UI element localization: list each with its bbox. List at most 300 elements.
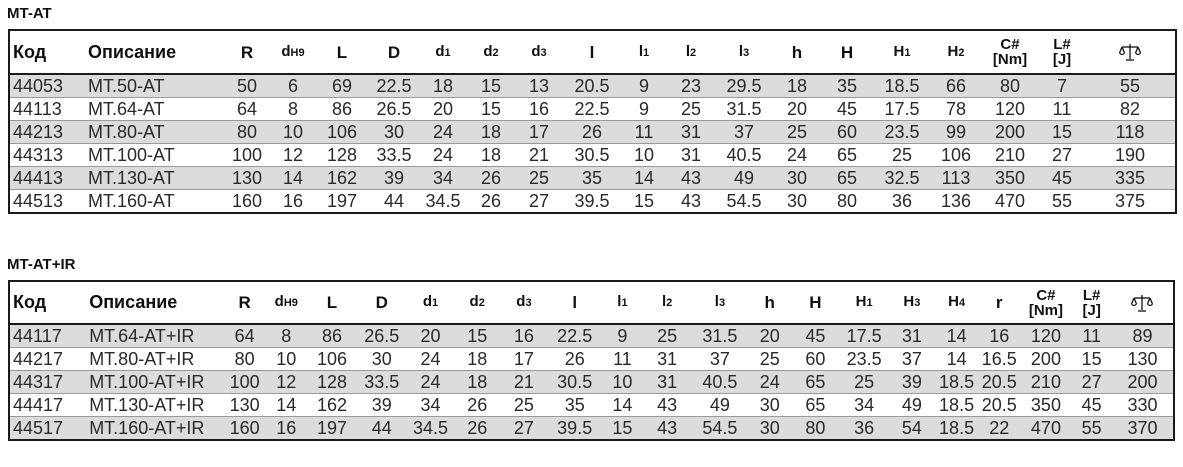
table-cell: 34 <box>407 394 454 417</box>
table-row <box>9 121 1176 144</box>
table-cell: 20 <box>773 98 821 121</box>
header-subscript: H9 <box>290 46 305 59</box>
header-label: H <box>809 293 822 312</box>
header-unit: [Nm] <box>1028 301 1064 319</box>
header-subscript: 3 <box>525 297 532 309</box>
table-cell: 25 <box>773 121 821 144</box>
table-cell: 20 <box>407 324 454 348</box>
table-cell: 200 <box>1112 371 1174 394</box>
header-l2 <box>643 281 692 324</box>
header-r <box>224 281 265 324</box>
table-cell: 160 <box>224 417 265 441</box>
table-cell: 106 <box>308 348 357 371</box>
header-d2 <box>454 281 501 324</box>
header-row <box>9 281 1174 324</box>
table-cell: 10 <box>621 144 667 167</box>
header-код <box>9 281 86 324</box>
header-c-rating <box>981 30 1039 74</box>
table-cell: 17 <box>515 121 563 144</box>
header-l <box>315 30 369 74</box>
table-cell: 60 <box>791 348 840 371</box>
table-cell: 13 <box>515 74 563 98</box>
cell-description: MT.160-AT+IR <box>86 417 224 441</box>
header-l1 <box>602 281 643 324</box>
table-cell: 16 <box>271 190 315 214</box>
header-label: d <box>483 42 493 60</box>
header-label: Код <box>13 292 47 312</box>
table-cell: 14 <box>602 394 643 417</box>
header-d1 <box>419 30 467 74</box>
table-cell: 330 <box>1112 394 1174 417</box>
header-label: D <box>375 293 388 312</box>
header-label: Описание <box>89 292 178 312</box>
table-cell: 12 <box>265 371 308 394</box>
table-cell: 69 <box>315 74 369 98</box>
table-cell: 130 <box>223 167 271 190</box>
table-cell: 39 <box>356 394 407 417</box>
header-l3 <box>692 281 749 324</box>
table-cell: 24 <box>773 144 821 167</box>
header-label: R <box>240 42 254 62</box>
cell-description: MT.130-AT <box>85 167 223 190</box>
table-cell: 31.5 <box>692 324 749 348</box>
header-label: l <box>685 42 691 60</box>
table-cell: 54.5 <box>692 417 749 441</box>
table-cell: 39 <box>889 371 936 394</box>
header-d3 <box>515 30 563 74</box>
header-subscript: 2 <box>492 46 499 59</box>
table-cell: 26 <box>563 121 621 144</box>
table-cell: 113 <box>931 167 981 190</box>
table-cell: 45 <box>1071 394 1112 417</box>
table-cell: 49 <box>715 167 773 190</box>
cell-code: 44053 <box>9 74 85 98</box>
table-row <box>9 417 1174 441</box>
table-cell: 22 <box>978 417 1021 441</box>
table-cell: 37 <box>715 121 773 144</box>
header-label: Код <box>13 41 47 62</box>
header-subscript: 1 <box>621 297 628 309</box>
table-cell: 130 <box>1112 348 1174 371</box>
cell-code: 44217 <box>9 348 86 371</box>
table-cell: 17.5 <box>840 324 889 348</box>
table-cell: 15 <box>454 324 501 348</box>
table-cell: 33.5 <box>369 144 419 167</box>
header-subscript: 2 <box>690 46 697 59</box>
spec-table-mt-at <box>8 29 1177 214</box>
header-row <box>9 30 1176 74</box>
header-subscript: 3 <box>743 46 750 59</box>
table-cell: 470 <box>981 190 1039 214</box>
table-cell: 197 <box>315 190 369 214</box>
table-cell: 190 <box>1085 144 1176 167</box>
table-cell: 18.5 <box>935 417 978 441</box>
section-title-mt-at: MT-AT <box>7 5 52 22</box>
table-cell: 31 <box>643 371 692 394</box>
table-cell: 24 <box>748 371 791 394</box>
header-h1 <box>840 281 889 324</box>
table-cell: 22.5 <box>563 98 621 121</box>
table-cell: 18 <box>773 74 821 98</box>
header-описание <box>85 30 223 74</box>
header-subscript: 3 <box>718 297 726 309</box>
table-cell: 55 <box>1039 190 1085 214</box>
table-cell: 14 <box>271 167 315 190</box>
header-h <box>821 30 873 74</box>
table-cell: 36 <box>873 190 931 214</box>
table-cell: 32.5 <box>873 167 931 190</box>
table-cell: 26.5 <box>369 98 419 121</box>
table-cell: 45 <box>791 324 840 348</box>
header-l <box>563 30 621 74</box>
table-cell: 25 <box>667 98 715 121</box>
table-cell: 210 <box>981 144 1039 167</box>
table-cell: 18 <box>454 371 501 394</box>
table-cell: 100 <box>223 144 271 167</box>
table-cell: 15 <box>467 98 515 121</box>
table-row <box>9 74 1176 98</box>
table-row <box>9 144 1176 167</box>
header-subscript: 1 <box>432 297 439 309</box>
table-cell: 31 <box>667 121 715 144</box>
table-row <box>9 324 1174 348</box>
header-label: H <box>840 42 854 62</box>
header-weight <box>1085 30 1176 74</box>
table-cell: 10 <box>271 121 315 144</box>
table-cell: 120 <box>1021 324 1072 348</box>
table-cell: 80 <box>791 417 840 441</box>
header-label: Описание <box>88 41 177 62</box>
header-код <box>9 30 85 74</box>
table-cell: 20.5 <box>978 394 1021 417</box>
cell-description: MT.50-AT <box>85 74 223 98</box>
table-cell: 100 <box>224 371 265 394</box>
table-cell: 35 <box>563 167 621 190</box>
table-cell: 25 <box>748 348 791 371</box>
table-cell: 8 <box>271 98 315 121</box>
header-l1 <box>621 30 667 74</box>
table-cell: 15 <box>1071 348 1112 371</box>
table-cell: 10 <box>265 348 308 371</box>
table-cell: 25 <box>873 144 931 167</box>
cell-code: 44413 <box>9 167 85 190</box>
table-cell: 160 <box>223 190 271 214</box>
header-label: l <box>617 293 622 310</box>
cell-description: MT.80-AT+IR <box>86 348 224 371</box>
header-subscript: 2 <box>666 297 673 309</box>
header-h4 <box>935 281 978 324</box>
header-d <box>356 281 407 324</box>
header-h2 <box>931 30 981 74</box>
table-cell: 162 <box>308 394 357 417</box>
table-cell: 20.5 <box>563 74 621 98</box>
table-cell: 39.5 <box>547 417 602 441</box>
table-cell: 200 <box>1021 348 1072 371</box>
table-cell: 37 <box>889 348 936 371</box>
table-cell: 17 <box>501 348 548 371</box>
cell-description: MT.100-AT <box>85 144 223 167</box>
header-weight <box>1112 281 1174 324</box>
table-cell: 370 <box>1112 417 1174 441</box>
table-cell: 55 <box>1085 74 1176 98</box>
table-cell: 15 <box>602 417 643 441</box>
header-label: d <box>469 293 479 310</box>
table-cell: 65 <box>791 394 840 417</box>
header-h1 <box>873 30 931 74</box>
header-label: h <box>764 293 775 312</box>
header-label: L <box>326 293 338 312</box>
table-cell: 35 <box>547 394 602 417</box>
header-l3 <box>715 30 773 74</box>
table-cell: 14 <box>265 394 308 417</box>
table-cell: 25 <box>840 371 889 394</box>
header-label: d <box>274 293 284 310</box>
table-cell: 86 <box>315 98 369 121</box>
header-label: d <box>281 42 291 60</box>
table-cell: 18 <box>419 74 467 98</box>
header-subscript: H9 <box>283 297 298 309</box>
cell-code: 44113 <box>9 98 85 121</box>
header-dh9 <box>271 30 315 74</box>
header-label: R <box>238 293 251 312</box>
table-cell: 136 <box>931 190 981 214</box>
table-cell: 27 <box>1071 371 1112 394</box>
header-label: D <box>387 42 401 62</box>
table-cell: 24 <box>407 348 454 371</box>
table-cell: 26 <box>467 190 515 214</box>
header-l-rating <box>1071 281 1112 324</box>
header-label: H <box>947 42 959 60</box>
header-l <box>547 281 602 324</box>
table-cell: 9 <box>602 324 643 348</box>
table-cell: 6 <box>271 74 315 98</box>
table-cell: 44 <box>369 190 419 214</box>
header-subscript: 4 <box>958 297 966 309</box>
table-cell: 16 <box>978 324 1021 348</box>
table-cell: 33.5 <box>356 371 407 394</box>
table-cell: 26 <box>454 394 501 417</box>
cell-code: 44313 <box>9 144 85 167</box>
table-cell: 55 <box>1071 417 1112 441</box>
header-subscript: 1 <box>643 46 650 59</box>
table-cell: 128 <box>315 144 369 167</box>
section-title-mt-at-ir: MT-AT+IR <box>7 256 76 273</box>
scale-icon <box>1119 43 1141 60</box>
table-cell: 18.5 <box>935 394 978 417</box>
table-cell: 65 <box>791 371 840 394</box>
table-cell: 49 <box>692 394 749 417</box>
header-label: C# <box>1000 36 1020 53</box>
header-subscript: 1 <box>866 297 873 309</box>
table-cell: 22.5 <box>547 324 602 348</box>
table-cell: 12 <box>271 144 315 167</box>
table-cell: 30.5 <box>547 371 602 394</box>
table-cell: 16 <box>515 98 563 121</box>
header-label: H <box>855 293 867 310</box>
table-cell: 375 <box>1085 190 1176 214</box>
table-cell: 8 <box>265 324 308 348</box>
table-cell: 49 <box>889 394 936 417</box>
table-cell: 106 <box>315 121 369 144</box>
table-row <box>9 167 1176 190</box>
table-cell: 18 <box>467 144 515 167</box>
table-cell: 31 <box>667 144 715 167</box>
table-cell: 21 <box>515 144 563 167</box>
table-cell: 45 <box>821 98 873 121</box>
table-cell: 30 <box>356 348 407 371</box>
cell-code: 44317 <box>9 371 86 394</box>
table-cell: 7 <box>1039 74 1085 98</box>
table-cell: 43 <box>667 167 715 190</box>
table-cell: 30.5 <box>563 144 621 167</box>
table-cell: 26 <box>547 348 602 371</box>
table-cell: 82 <box>1085 98 1176 121</box>
table-cell: 18.5 <box>873 74 931 98</box>
table-cell: 99 <box>931 121 981 144</box>
table-cell: 20 <box>419 98 467 121</box>
header-subscript: 3 <box>540 46 547 59</box>
table-cell: 11 <box>621 121 667 144</box>
table-cell: 43 <box>643 394 692 417</box>
header-label: l <box>589 42 595 62</box>
table-row <box>9 98 1176 121</box>
table-cell: 15 <box>467 74 515 98</box>
table-cell: 26 <box>467 167 515 190</box>
header-label: d <box>516 293 526 310</box>
table-cell: 36 <box>840 417 889 441</box>
table-cell: 118 <box>1085 121 1176 144</box>
table-cell: 106 <box>931 144 981 167</box>
table-cell: 60 <box>821 121 873 144</box>
table-cell: 197 <box>308 417 357 441</box>
cell-description: MT.80-AT <box>85 121 223 144</box>
header-c-rating <box>1021 281 1072 324</box>
table-cell: 66 <box>931 74 981 98</box>
table-cell: 120 <box>981 98 1039 121</box>
table-cell: 64 <box>223 98 271 121</box>
table-cell: 14 <box>621 167 667 190</box>
table-cell: 14 <box>935 348 978 371</box>
table-row <box>9 190 1176 214</box>
header-l2 <box>667 30 715 74</box>
table-cell: 54 <box>889 417 936 441</box>
table-cell: 35 <box>821 74 873 98</box>
header-label: d <box>531 42 541 60</box>
table-cell: 25 <box>501 394 548 417</box>
table-cell: 16 <box>501 324 548 348</box>
cell-description: MT.64-AT <box>85 98 223 121</box>
table-cell: 128 <box>308 371 357 394</box>
table-cell: 34.5 <box>419 190 467 214</box>
cell-code: 44417 <box>9 394 86 417</box>
table-cell: 16 <box>265 417 308 441</box>
header-l <box>308 281 357 324</box>
table-cell: 26 <box>454 417 501 441</box>
header-label: l <box>661 293 667 310</box>
table-cell: 34.5 <box>407 417 454 441</box>
header-dh9 <box>265 281 308 324</box>
cell-code: 44117 <box>9 324 86 348</box>
table-cell: 25 <box>643 324 692 348</box>
table-cell: 43 <box>667 190 715 214</box>
table-cell: 200 <box>981 121 1039 144</box>
table-cell: 16.5 <box>978 348 1021 371</box>
header-label: l <box>738 42 744 60</box>
table-cell: 23 <box>667 74 715 98</box>
table-cell: 21 <box>501 371 548 394</box>
header-l-rating <box>1039 30 1085 74</box>
table-cell: 18 <box>467 121 515 144</box>
table-row <box>9 394 1174 417</box>
table-cell: 23.5 <box>873 121 931 144</box>
header-label: H <box>903 293 915 310</box>
table-cell: 30 <box>773 190 821 214</box>
table-cell: 20 <box>748 324 791 348</box>
header-label: l <box>714 293 719 310</box>
table-cell: 10 <box>602 371 643 394</box>
header-subscript: 1 <box>444 46 451 59</box>
table-cell: 26.5 <box>356 324 407 348</box>
table-cell: 31.5 <box>715 98 773 121</box>
header-h3 <box>889 281 936 324</box>
cell-code: 44517 <box>9 417 86 441</box>
header-h <box>773 30 821 74</box>
header-label: l <box>638 42 644 60</box>
table-cell: 39 <box>369 167 419 190</box>
header-label: d <box>435 42 445 60</box>
table-cell: 130 <box>224 394 265 417</box>
table-cell: 80 <box>223 121 271 144</box>
table-row <box>9 371 1174 394</box>
table-cell: 80 <box>981 74 1039 98</box>
table-cell: 30 <box>369 121 419 144</box>
cell-description: MT.130-AT+IR <box>86 394 224 417</box>
header-label: H <box>948 293 959 310</box>
table-cell: 39.5 <box>563 190 621 214</box>
header-d3 <box>501 281 548 324</box>
table-cell: 24 <box>419 144 467 167</box>
table-cell: 27 <box>515 190 563 214</box>
table-cell: 210 <box>1021 371 1072 394</box>
table-cell: 27 <box>501 417 548 441</box>
header-unit: [Nm] <box>992 51 1028 68</box>
header-label: L# <box>1082 286 1101 304</box>
header-subscript: 1 <box>904 46 911 59</box>
table-cell: 15 <box>621 190 667 214</box>
table-cell: 9 <box>621 74 667 98</box>
cell-code: 44513 <box>9 190 85 214</box>
table-cell: 27 <box>1039 144 1085 167</box>
header-label: C# <box>1036 286 1056 304</box>
header-unit: [J] <box>1052 51 1072 68</box>
header-r <box>223 30 271 74</box>
table-cell: 34 <box>419 167 467 190</box>
cell-description: MT.160-AT <box>85 190 223 214</box>
table-cell: 11 <box>1071 324 1112 348</box>
table-cell: 64 <box>224 324 265 348</box>
spec-table-mt-at-ir <box>8 280 1175 441</box>
header-label: h <box>791 42 803 62</box>
table-cell: 25 <box>515 167 563 190</box>
cell-code: 44213 <box>9 121 85 144</box>
table-cell: 65 <box>821 144 873 167</box>
table-cell: 11 <box>602 348 643 371</box>
table-cell: 30 <box>773 167 821 190</box>
header-r <box>978 281 1021 324</box>
table-cell: 31 <box>643 348 692 371</box>
table-cell: 162 <box>315 167 369 190</box>
table-cell: 80 <box>224 348 265 371</box>
